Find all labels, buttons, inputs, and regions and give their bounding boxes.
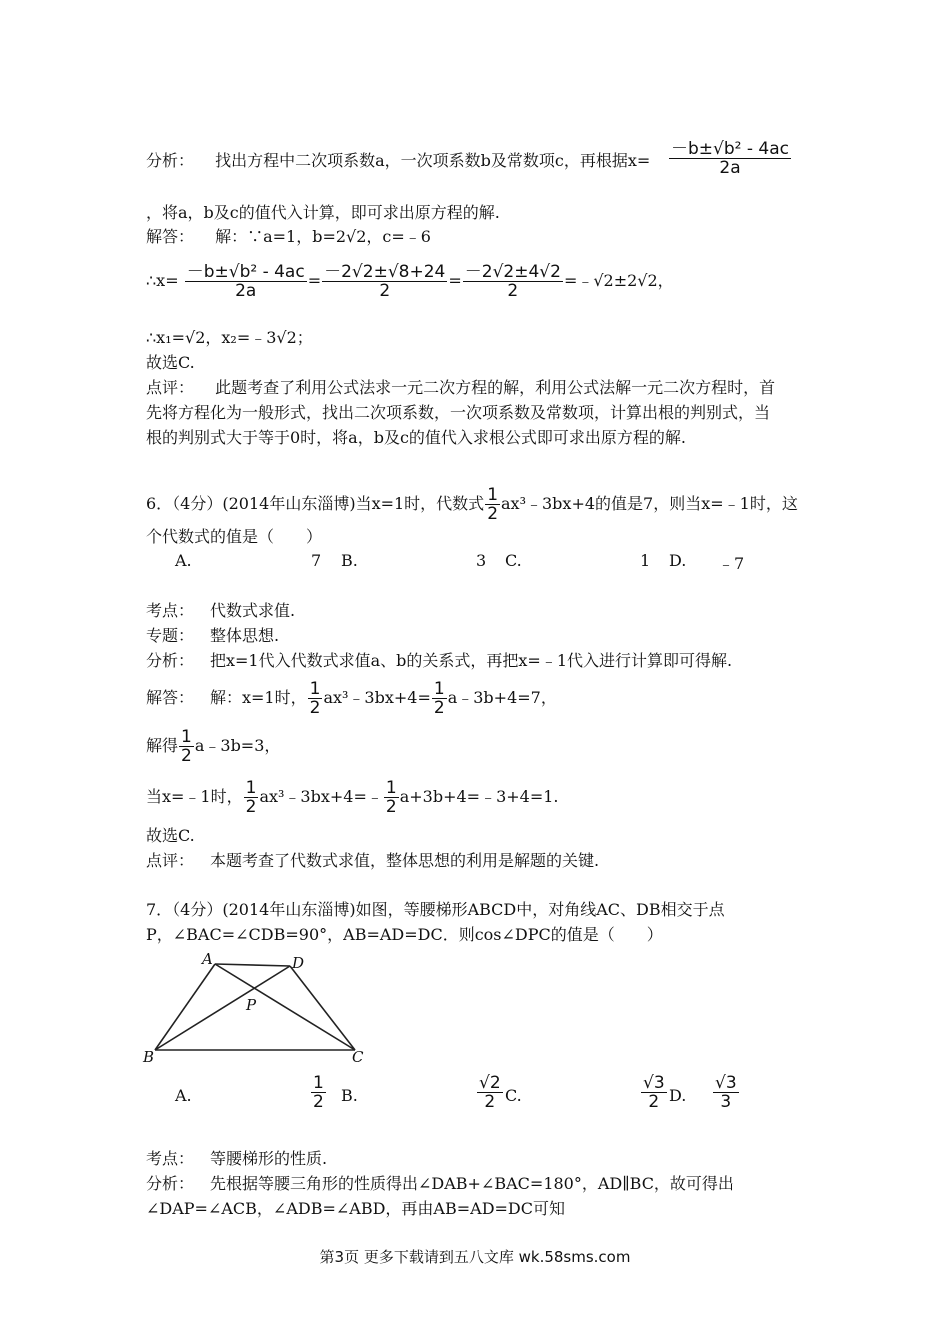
q7-stem-line2: P，∠BAC=∠CDB=90°，AB=AD=DC．则cos∠DPC的值是（ ） (146, 925, 663, 944)
q7-option-d-label[interactable]: D. (669, 1086, 687, 1105)
q6-option-d-label[interactable]: D. (669, 551, 687, 570)
q7-kaodian: 考点： 等腰梯形的性质. (146, 1149, 328, 1168)
q6-option-b-label[interactable]: B. (341, 551, 358, 570)
formula-numerator: －b±√b² - 4ac (671, 139, 789, 159)
q5-analysis-line (146, 150, 650, 172)
q5-choice: 故选C. (146, 353, 195, 372)
q6-option-c-label[interactable]: C. (505, 551, 522, 570)
q6-pingyu: 点评： 本题考查了代数式求值，整体思想的利用是解题的关键. (146, 851, 600, 870)
q5-analysis-formula (668, 140, 792, 177)
q7-stem-line1: 7．（4分）(2014年山东淄博)如图，等腰梯形ABCD中，对角线AC、DB相交于点 (146, 900, 725, 919)
q5-solution-text: 解：∵a=1，b=2√2，c=﹣6 (215, 227, 431, 246)
fraction-2: $\frac{-2√2\pm√8+24}{2}$ (324, 262, 446, 301)
q6-choice: 故选C. (146, 826, 195, 845)
q5-solution-line1 (146, 226, 431, 248)
q6-fenxi: 分析： 把x=1代入代数式求值a、b的关系式，再把x=﹣1代入进行计算即可得解. (146, 651, 733, 670)
diagonal-db (155, 966, 290, 1050)
q6-jieda-line2: 解得 $\frac{1}{2}$ a﹣3b=3， (146, 727, 281, 766)
q7-option-a-value: $\frac{1}{2}$ (313, 1073, 324, 1112)
label-b: B (143, 1048, 155, 1065)
x-equals: ∴x= (146, 271, 179, 290)
page-footer: 第3页 更多下载请到五八文库 wk.58sms.com (319, 1248, 631, 1266)
fraction-1: $\frac{\text{－b±√b² - 4ac}}{2a}$ (186, 262, 305, 301)
q6-option-a-label[interactable]: A. (175, 551, 192, 570)
q6-option-a-value: 7 (311, 551, 322, 570)
q7-option-c-label[interactable]: C. (505, 1086, 522, 1105)
edge-dc (290, 966, 355, 1050)
q7-fenxi-line2: ∠DAP=∠ACB，∠ADB=∠ABD，再由AB=AD=DC可知 (146, 1199, 566, 1218)
edge-ab (155, 964, 215, 1050)
q7-option-b-value: $\frac{√2}{2}$ (479, 1073, 501, 1112)
q6-kaodian: 考点： 代数式求值. (146, 601, 296, 620)
edge-ad (215, 964, 290, 966)
q6-option-c-value: 1 (640, 551, 651, 570)
q5-comment-label: 点评： (146, 378, 195, 397)
q5-comment-line1: 点评： 此题考查了利用公式法求一元二次方程的解，利用公式法解一元二次方程时，首 (146, 378, 776, 397)
q7-option-d-value: $\frac{√3}{3}$ (715, 1073, 737, 1112)
q6-jieda-line3: 当x=﹣1时， $\frac{1}{2}$ ax³﹣3bx+4=﹣ $\frac{1}{2}$ a+3b+4=﹣3+4=1. (146, 778, 559, 817)
q5-analysis-text: 找出方程中二次项系数a，一次项系数b及常数项c，再根据x= (215, 151, 651, 170)
q6-jieda-line1: 解答： 解：x=1时， $\frac{1}{2}$ ax³﹣3bx+4= $\frac{1}{2}$ a﹣3b+4=7， (146, 679, 557, 718)
result-text: =﹣√2±2√2， (563, 271, 674, 290)
q6-stem-line1: 6．（4分）(2014年山东淄博)当x=1时，代数式 $\frac{1}{2}$ ax³﹣3bx+4的值是7，则当x=﹣1时，这 (146, 485, 798, 524)
trapezoid-figure (140, 950, 380, 1065)
q7-option-b-label[interactable]: B. (341, 1086, 358, 1105)
q5-solution-line2: ∴x= $\frac{\text{－b±√b² - 4ac}}{2a}$ = $\frac{-2√2\pm√8+24}{2}$ = $\frac{-2√2\pm 4√2}{2}$ =﹣√2±2√2， (146, 262, 674, 301)
q5-comment-line2: 先将方程化为一般形式，找出二次项系数，一次项系数及常数项，计算出根的判别式，当 (146, 403, 771, 422)
label-d: D (292, 954, 305, 972)
q6-option-b-value: 3 (476, 551, 487, 570)
q6-stem-line2: 个代数式的值是（ ） (146, 527, 323, 546)
q5-comment-line3: 根的判别式大于等于0时，将a，b及c的值代入求根公式即可求出原方程的解. (146, 428, 687, 447)
q6-option-d-value: ﹣7 (718, 554, 745, 573)
q7-option-c-value: $\frac{√3}{2}$ (643, 1073, 665, 1112)
q5-analysis-line2: ，将a，b及c的值代入计算，即可求出原方程的解. (146, 203, 500, 222)
label-a: A (202, 950, 213, 968)
half-fraction: $\frac{1}{2}$ (487, 485, 499, 524)
label-c: C (352, 1048, 364, 1065)
q7-option-a-label[interactable]: A. (175, 1086, 192, 1105)
diagonal-ac (215, 964, 355, 1050)
q7-fenxi-line1: 分析： 先根据等腰三角形的性质得出∠DAB+∠BAC=180°，AD∥BC，故可得出 (146, 1174, 734, 1193)
q5-solution-line3: ∴x₁=√2，x₂=﹣3√2； (146, 328, 313, 347)
formula-denominator: 2a (719, 158, 741, 178)
q6-zhuanti: 专题： 整体思想. (146, 626, 280, 645)
q5-solution-label: 解答： (146, 227, 195, 246)
q5-analysis-label: 分析： (146, 151, 195, 170)
label-p: P (246, 996, 257, 1014)
fraction-3: $\frac{-2√2\pm 4√2}{2}$ (464, 262, 561, 301)
